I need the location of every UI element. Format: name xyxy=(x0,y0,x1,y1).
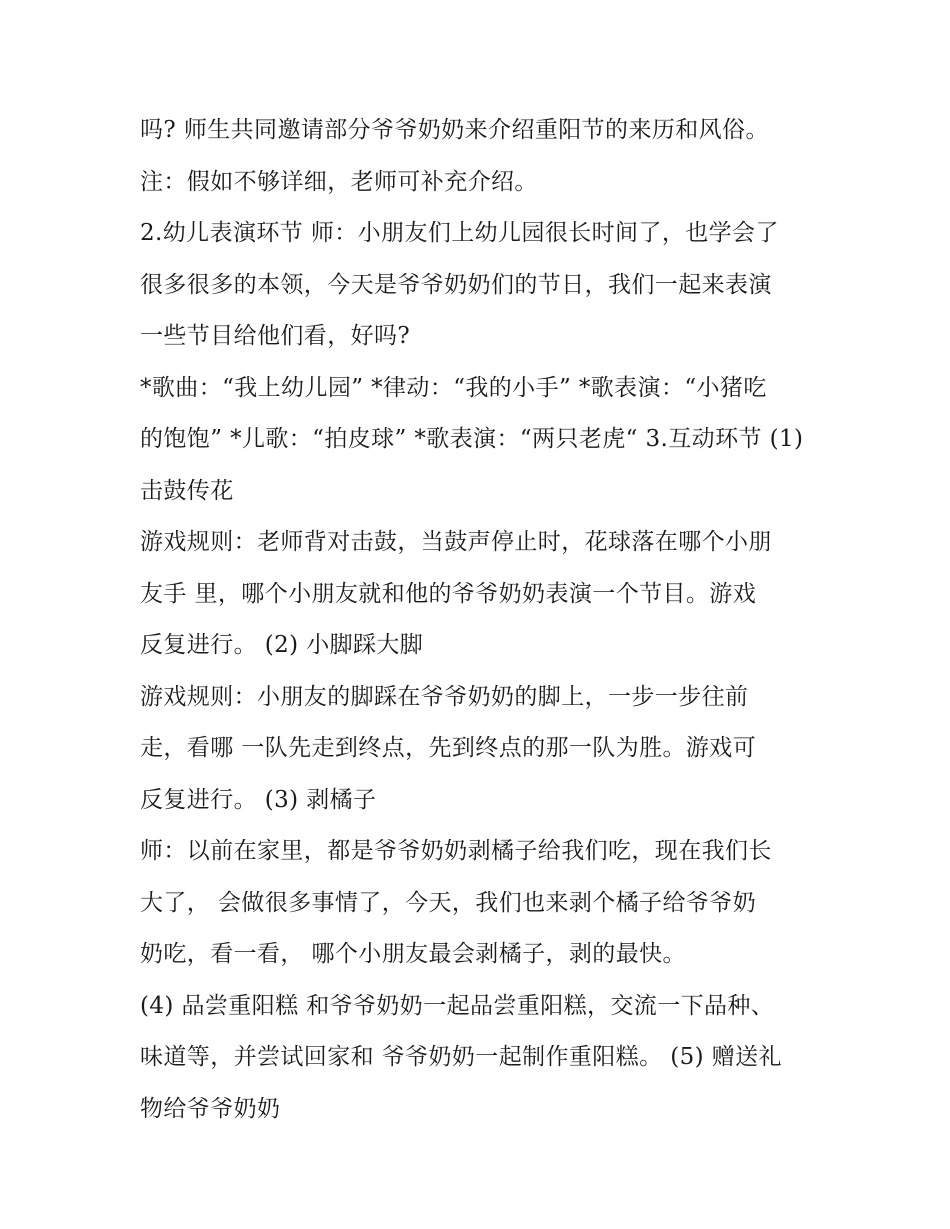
text-line: 友手 里，哪个小朋友就和他的爷爷奶奶表演一个节目。游戏 xyxy=(140,580,757,607)
text-line: 反复进行。 (2) 小脚踩大脚 xyxy=(140,632,424,658)
text-line: 2.幼儿表演环节 师：小朋友们上幼儿园很长时间了，也学会了 xyxy=(140,220,779,246)
text-line: 物给爷爷奶奶 xyxy=(140,1095,281,1122)
text-line: (4) 品尝重阳糕 和爷爷奶奶一起品尝重阳糕，交流一下品种、 xyxy=(140,992,775,1019)
text-line: 奶吃，看一看， 哪个小朋友最会剥橘子，剥的最快。 xyxy=(140,941,686,967)
document-body xyxy=(140,105,820,1135)
text-line: 反复进行。 (3) 剥橘子 xyxy=(140,786,377,813)
text-line: 走，看哪 一队先走到终点，先到终点的那一队为胜。游戏可 xyxy=(140,735,757,761)
text-line: 游戏规则：小朋友的脚踩在爷爷奶奶的脚上，一步一步往前 xyxy=(140,683,749,710)
text-line: 注：假如不够详细，老师可补充介绍。 xyxy=(140,168,538,195)
text-line: 击鼓传花 xyxy=(140,477,234,504)
text-line: 味道等，并尝试回家和 爷爷奶奶一起制作重阳糕。 (5) 赠送礼 xyxy=(140,1044,782,1070)
text-line: 师：以前在家里，都是爷爷奶奶剥橘子给我们吃，现在我们长 xyxy=(140,838,772,864)
text-line: 游戏规则：老师背对击鼓，当鼓声停止时，花球落在哪个小朋 xyxy=(140,529,772,555)
text-line: 大了， 会做很多事情了，今天，我们也来剥个橘子给爷爷奶 xyxy=(140,889,757,916)
text-line: 很多很多的本领，今天是爷爷奶奶们的节日，我们一起来表演 xyxy=(140,271,772,298)
text-line: 一些节目给他们看，好吗? xyxy=(140,323,411,349)
text-line: *歌曲：“我上幼儿园” *律动：“我的小手” *歌表演：“小猪吃 xyxy=(140,374,767,401)
text-line: 吗? 师生共同邀请部分爷爷奶奶来介绍重阳节的来历和风俗。 xyxy=(140,117,769,143)
text-line: 的饱饱” *儿歌：“拍皮球” *歌表演：“两只老虎“ 3.互动环节 (1) xyxy=(140,426,804,452)
